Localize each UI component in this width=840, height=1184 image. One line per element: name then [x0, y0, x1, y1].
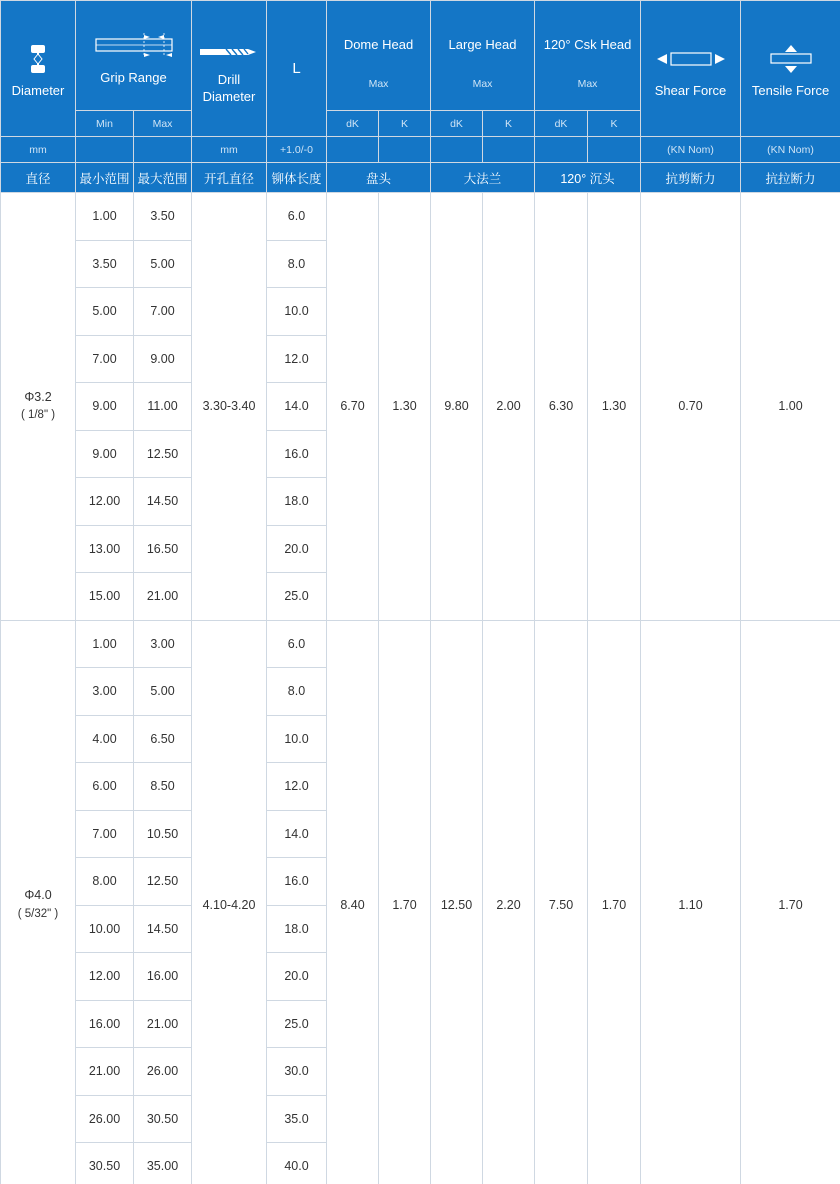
header-diameter	[1, 1, 76, 137]
cell-length: 12.0	[267, 763, 327, 811]
cell-length: 10.0	[267, 288, 327, 336]
cell-grip-min: 7.00	[76, 810, 134, 858]
header-large-head-note: Max	[472, 78, 493, 90]
cell-shear-force: 1.10	[641, 620, 741, 1184]
cell-grip-min: 30.50	[76, 1143, 134, 1184]
header-row-subunits	[1, 137, 840, 163]
cell-grip-max: 21.00	[134, 573, 192, 621]
header-csk-head-note: Max	[577, 78, 598, 90]
header-csk-dk-unit	[535, 137, 588, 163]
header-shear-unit: (KN Nom)	[641, 137, 741, 163]
grip-range-icon	[76, 26, 191, 66]
cell-grip-max: 16.50	[134, 525, 192, 573]
cell-length: 16.0	[267, 430, 327, 478]
header-row-chinese	[1, 163, 840, 193]
cell-grip-min: 7.00	[76, 335, 134, 383]
cell-grip-min: 15.00	[76, 573, 134, 621]
header-drill-diameter	[192, 1, 267, 137]
header-length	[267, 1, 327, 137]
header-tensile-cn: 抗拉断力	[741, 163, 840, 193]
cell-length: 20.0	[267, 525, 327, 573]
header-tensile-unit: (KN Nom)	[741, 137, 840, 163]
cell-grip-min: 12.00	[76, 478, 134, 526]
cell-csk-dk: 7.50	[535, 620, 588, 1184]
cell-tensile-force: 1.70	[741, 620, 840, 1184]
cell-csk-k: 1.70	[588, 620, 641, 1184]
cell-grip-max: 9.00	[134, 335, 192, 383]
cell-csk-dk: 6.30	[535, 193, 588, 621]
cell-grip-min: 3.00	[76, 668, 134, 716]
header-large-head-label: Large Head	[448, 37, 517, 52]
header-grip-max-cn: 最大范围	[134, 163, 192, 193]
cell-length: 40.0	[267, 1143, 327, 1184]
cell-grip-max: 30.50	[134, 1095, 192, 1143]
header-large-dk: dK	[431, 111, 483, 137]
cell-grip-min: 13.00	[76, 525, 134, 573]
cell-grip-min: 16.00	[76, 1000, 134, 1048]
header-diameter-unit: mm	[1, 137, 76, 163]
cell-length: 25.0	[267, 1000, 327, 1048]
cell-dome-k: 1.70	[379, 620, 431, 1184]
header-drill-cn: 开孔直径	[192, 163, 267, 193]
header-shear-force	[641, 1, 741, 137]
cell-grip-min: 3.50	[76, 240, 134, 288]
header-large-head	[431, 1, 535, 111]
header-dome-k: K	[379, 111, 431, 137]
cell-shear-force: 0.70	[641, 193, 741, 621]
cell-length: 14.0	[267, 383, 327, 431]
cell-grip-max: 35.00	[134, 1143, 192, 1184]
diameter-imperial: ( 1/8" )	[20, 409, 56, 422]
cell-grip-max: 5.00	[134, 240, 192, 288]
cell-large-dk: 12.50	[431, 620, 483, 1184]
header-grip-max-unit	[134, 137, 192, 163]
cell-grip-max: 16.00	[134, 953, 192, 1001]
header-dome-head	[327, 1, 431, 111]
header-csk-head	[535, 1, 641, 111]
cell-grip-max: 14.50	[134, 905, 192, 953]
cell-drill-diameter: 4.10-4.20	[192, 620, 267, 1184]
cell-grip-min: 8.00	[76, 858, 134, 906]
header-length-label: L	[292, 59, 301, 77]
header-tensile-force-label: Tensile Force	[751, 82, 830, 98]
cell-grip-max: 8.50	[134, 763, 192, 811]
cell-grip-min: 1.00	[76, 620, 134, 668]
header-dome-dk: dK	[327, 111, 379, 137]
header-drill-unit: mm	[192, 137, 267, 163]
diameter-value: Φ3.2	[24, 389, 52, 404]
cell-grip-max: 21.00	[134, 1000, 192, 1048]
cell-grip-max: 12.50	[134, 430, 192, 478]
cell-length: 8.0	[267, 240, 327, 288]
cell-grip-max: 7.00	[134, 288, 192, 336]
header-grip-min: Min	[76, 111, 134, 137]
cell-grip-min: 9.00	[76, 430, 134, 478]
cell-grip-max: 26.00	[134, 1048, 192, 1096]
drill-bit-icon	[192, 32, 266, 72]
header-dome-k-unit	[379, 137, 431, 163]
cell-grip-min: 10.00	[76, 905, 134, 953]
diameter-value: Φ4.0	[24, 888, 52, 903]
header-csk-k: K	[588, 111, 641, 137]
cell-length: 18.0	[267, 905, 327, 953]
header-csk-head-label: 120° Csk Head	[543, 37, 632, 52]
cell-length: 8.0	[267, 668, 327, 716]
cell-length: 18.0	[267, 478, 327, 526]
cell-csk-k: 1.30	[588, 193, 641, 621]
cell-length: 35.0	[267, 1095, 327, 1143]
header-drill-diameter-label: Drill Diameter	[202, 72, 256, 104]
cell-grip-max: 6.50	[134, 715, 192, 763]
header-grip-min-cn: 最小范围	[76, 163, 134, 193]
header-large-dk-unit	[431, 137, 483, 163]
header-length-cn: 铆体长度	[267, 163, 327, 193]
cell-grip-max: 3.50	[134, 193, 192, 241]
header-dome-cn: 盘头	[327, 163, 431, 193]
header-grip-range-label: Grip Range	[100, 69, 167, 85]
shear-force-icon	[641, 39, 740, 79]
rivet-diameter-icon	[1, 39, 75, 79]
header-large-cn: 大法兰	[431, 163, 535, 193]
cell-tensile-force: 1.00	[741, 193, 840, 621]
tensile-force-icon	[741, 39, 840, 79]
header-csk-k-unit	[588, 137, 641, 163]
cell-grip-min: 9.00	[76, 383, 134, 431]
header-grip-range	[76, 1, 192, 111]
cell-grip-min: 4.00	[76, 715, 134, 763]
cell-grip-min: 26.00	[76, 1095, 134, 1143]
table-header	[1, 1, 840, 193]
cell-grip-min: 6.00	[76, 763, 134, 811]
header-dome-head-note: Max	[368, 78, 389, 90]
cell-length: 6.0	[267, 620, 327, 668]
header-shear-force-label: Shear Force	[654, 82, 727, 98]
cell-length: 20.0	[267, 953, 327, 1001]
cell-dome-dk: 6.70	[327, 193, 379, 621]
header-grip-max: Max	[134, 111, 192, 137]
cell-grip-min: 1.00	[76, 193, 134, 241]
cell-length: 10.0	[267, 715, 327, 763]
header-grip-min-unit	[76, 137, 134, 163]
cell-grip-min: 12.00	[76, 953, 134, 1001]
cell-grip-max: 3.00	[134, 620, 192, 668]
cell-length: 30.0	[267, 1048, 327, 1096]
cell-large-dk: 9.80	[431, 193, 483, 621]
cell-grip-min: 5.00	[76, 288, 134, 336]
cell-diameter	[1, 620, 76, 1184]
table-row	[1, 193, 840, 241]
cell-length: 12.0	[267, 335, 327, 383]
cell-grip-max: 10.50	[134, 810, 192, 858]
cell-grip-max: 12.50	[134, 858, 192, 906]
header-large-k-unit	[483, 137, 535, 163]
header-csk-dk: dK	[535, 111, 588, 137]
header-shear-cn: 抗剪断力	[641, 163, 741, 193]
table-body	[1, 193, 840, 1184]
diameter-imperial: ( 5/32" )	[17, 907, 59, 920]
cell-dome-k: 1.30	[379, 193, 431, 621]
cell-length: 25.0	[267, 573, 327, 621]
header-dome-head-label: Dome Head	[343, 37, 414, 52]
cell-grip-max: 14.50	[134, 478, 192, 526]
table-row	[1, 620, 840, 668]
header-csk-cn: 120° 沉头	[535, 163, 641, 193]
header-row-primary	[1, 1, 840, 111]
header-diameter-cn: 直径	[1, 163, 76, 193]
cell-diameter	[1, 193, 76, 621]
header-tensile-force	[741, 1, 840, 137]
header-dome-dk-unit	[327, 137, 379, 163]
cell-length: 6.0	[267, 193, 327, 241]
cell-length: 16.0	[267, 858, 327, 906]
cell-length: 14.0	[267, 810, 327, 858]
cell-dome-dk: 8.40	[327, 620, 379, 1184]
cell-grip-max: 11.00	[134, 383, 192, 431]
header-large-k: K	[483, 111, 535, 137]
cell-grip-min: 21.00	[76, 1048, 134, 1096]
cell-large-k: 2.00	[483, 193, 535, 621]
header-diameter-label: Diameter	[11, 82, 65, 98]
cell-large-k: 2.20	[483, 620, 535, 1184]
cell-drill-diameter: 3.30-3.40	[192, 193, 267, 621]
cell-grip-max: 5.00	[134, 668, 192, 716]
header-length-unit: +1.0/-0	[267, 137, 327, 163]
